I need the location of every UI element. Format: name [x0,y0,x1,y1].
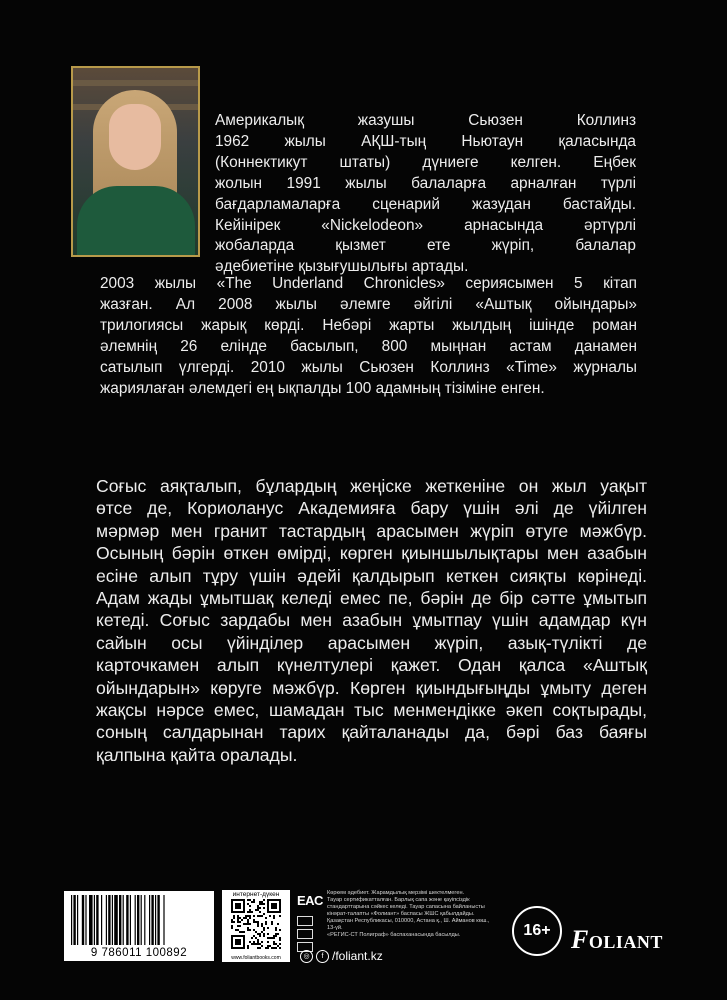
author-bio-intro [215,111,636,278]
bio-line: 2003 жылы «The Underland Chronicles» сериясымен 5 кітап [100,275,637,292]
blurb-line: жақсы нәрсе емес, шамадан тыс менмендікке әкеп соқтырады, [96,700,647,721]
blurb-line: қалпына қайта оралады. [96,744,298,765]
blurb-line: ойындарын» көруге мәжбүр. Көрген қиындығыңды ұмыту деген [96,677,647,698]
publisher-logo-mark: F [571,925,589,954]
isbn-barcode [64,891,214,961]
facebook-icon: f [316,950,329,963]
bio-line: Америкалық жазушы Сьюзен Коллинз [215,112,636,129]
publisher-logo-text: OLIANT [588,932,663,952]
bio-line: трилогиясы жарық көрді. Небәрі жарты жылдың ішінде роман [100,316,637,334]
author-photo [71,66,200,257]
cert-icon [297,916,313,926]
barcode-bars [69,895,209,945]
blurb-line: өтсе де, Кориоланус Академияға бару үшін әлі де үйілген [96,498,647,519]
blurb-line: соның салдарынан тарих қайталанады да, бәрі баз баяғы [96,722,647,743]
bio-line: жобаларда қызмет ете жүріп, балалар [215,237,636,255]
cert-icon [297,929,313,939]
bio-line: әдебиетіне қызығушылығы артады. [215,258,469,276]
social-links[interactable] [300,949,383,963]
bio-line: Кейінірек «Nickelodeon» арнасында әртүрлі [215,216,636,234]
blurb-line: мәрмәр мен гранит тастардың арасымен жүріп өтуге мәжбүр. [96,520,647,541]
isbn-number: 9 786011 100892 [90,947,188,959]
bio-line: бағдарламаларға сценарий жазудан бастайды. [215,195,636,213]
publisher-logo [571,925,663,955]
bio-line: жазған. Ал 2008 жылы әлемге әйгілі «Аштық ойындары» [100,295,637,313]
blurb-line: Соғыс аяқталып, бұлардың жеңіске жеткеніне он жыл уақыт [96,476,647,496]
legal-line: Қазақстан Республикасы, 010000, Астана қ., Ш. Айманов көш., 13-үй. [327,918,490,931]
legal-info [327,890,497,939]
bio-line: әлемнің 26 елінде басылып, 800 мыңнан астам данамен [100,337,637,355]
social-handle: /foliant.kz [332,949,383,963]
blurb-line: Адам жады ұмытшақ келеді емес пе, бәрін де бір сәтте ұмытып [96,588,647,609]
eac-mark: EAC [297,893,323,908]
qr-url: www.foliantbooks.com [231,955,281,961]
legal-line: кінәрат-талапты «Фолиант» баспасы ЖШС қабылдайды. [327,911,475,917]
blurb-line: есіне алып тұру үшін әдейі қалдырып кеткен сияқты көрінеді. [96,565,647,586]
bio-line: жариялаған әлемдегі ең ықпалды 100 адамның тізіміне енген. [100,379,545,397]
blurb-line: карточкамен алып күнелтулері қажет. Одан қалса «Аштық [96,655,647,676]
bio-line: сатылып үлгерді. 2010 жылы Сьюзен Коллинз «Time» журналы [100,358,637,376]
bio-line: (Коннектикут штаты) дүниеге келген. Еңбек [215,153,636,171]
blurb-line: Осының бәрін өткен өмірді, көрген қиыншылықтары мен азабын [96,543,647,564]
qr-code-icon [231,899,281,949]
author-bio-continued [100,274,637,399]
qr-caption: интернет-дүкен [232,891,280,898]
legal-line: Тауар сертификатталған. Барлық сапа және қауіпсіздік [327,897,470,903]
blurb-line: кетеді. Соғыс зардабы мен азабын ұмытпау үшін адамдар күн [96,610,647,631]
bio-line: жолын 1991 жылы балаларға арналған түрлі [215,174,636,192]
book-blurb [96,475,647,766]
age-rating-badge: 16+ [512,906,562,956]
instagram-icon: ◎ [300,950,313,963]
blurb-line: сайын осы үйінділер арасымен жүріп, азық-түлікті де [96,632,647,653]
legal-line: стандарттарына сәйкес келеді. Тауар сапасына байланысты [327,904,485,910]
bio-line: 1962 жылы АҚШ-тың Ньютаун қаласында [215,132,636,150]
legal-line: «РЕГИС-СТ Полиграф» баспаханасында басылды. [327,932,461,938]
qr-code-block[interactable] [222,890,290,962]
legal-line: Көркем әдебиет. Жарамдылық мерзімі шектелмеген. [327,890,465,896]
